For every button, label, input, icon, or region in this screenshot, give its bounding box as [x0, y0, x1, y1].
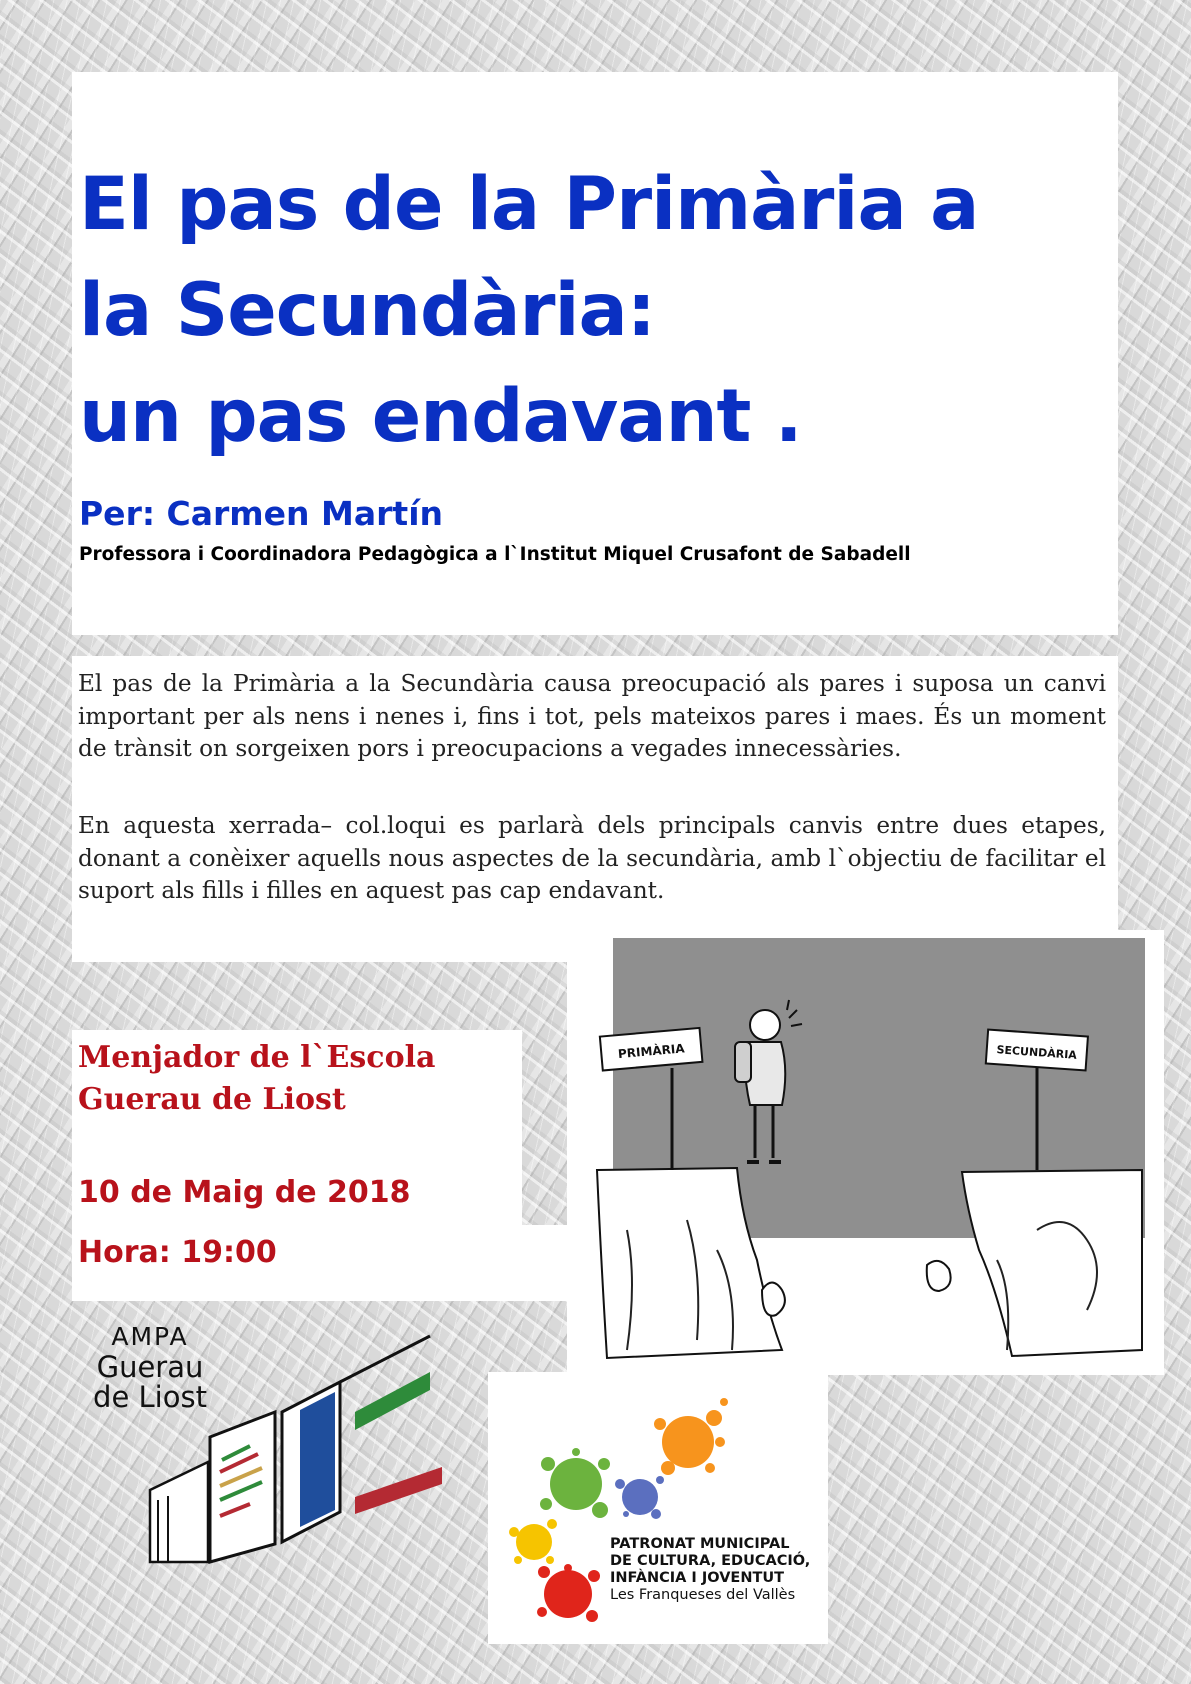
ampa-line-2: Guerau	[96, 1350, 204, 1384]
title-line-2: la Secundària:	[79, 268, 655, 353]
page-title	[79, 152, 978, 470]
description-paragraph-2: En aquesta xerrada– col.loqui es parlarà dels principals canvis entre dues etapes, donant a conèixer aquells nous aspectes de la secundària, amb l`objectiu de facilitar el suport als fills i filles en aquest pas cap endavant.	[78, 812, 1106, 904]
venue-line-1: Menjador de l`Escola	[78, 1040, 436, 1075]
description-panel	[72, 656, 1118, 962]
right-sign-label: SECUNDÀRIA	[996, 1043, 1078, 1062]
patronat-line-4: Les Franqueses del Vallès	[610, 1587, 796, 1603]
cartoon-illustration	[567, 930, 1164, 1375]
patronat-line-3: INFÀNCIA I JOVENTUT	[610, 1570, 785, 1586]
title-line-3: un pas endavant .	[79, 374, 802, 459]
title-panel	[72, 72, 1118, 635]
event-time: Hora: 19:00	[78, 1235, 277, 1270]
event-date: 10 de Maig de 2018	[78, 1175, 411, 1210]
ampa-line-1: AMPA	[111, 1322, 189, 1351]
right-sign	[986, 1030, 1088, 1071]
ampa-text	[70, 1322, 230, 1412]
cartoon-panel	[567, 930, 1164, 1375]
ampa-line-3: de Liost	[93, 1380, 207, 1414]
patronat-line-1: PATRONAT MUNICIPAL	[610, 1536, 790, 1552]
ampa-logo	[70, 1322, 450, 1572]
patronat-logo	[488, 1372, 828, 1644]
left-sign-label: PRIMÀRIA	[617, 1041, 686, 1062]
speaker-name: Per: Carmen Martín	[79, 494, 443, 533]
description-paragraph-1: El pas de la Primària a la Secundària causa preocupació als pares i suposa un canvi important per als nens i nenes i, fins i tot, pels mateixos pares i maes. És un moment de trànsit on sorgeixen pors i preocupacions a vegades innecessàries.	[78, 670, 1106, 762]
title-line-1: El pas de la Primària a	[79, 162, 979, 247]
venue-line-2: Guerau de Liost	[78, 1082, 346, 1117]
left-sign	[600, 1028, 703, 1071]
speaker-role: Professora i Coordinadora Pedagògica a l`Institut Miquel Crusafont de Sabadell	[79, 544, 911, 565]
time-panel	[72, 1225, 567, 1301]
patronat-text	[610, 1536, 810, 1604]
patronat-line-2: DE CULTURA, EDUCACIÓ,	[610, 1553, 811, 1569]
